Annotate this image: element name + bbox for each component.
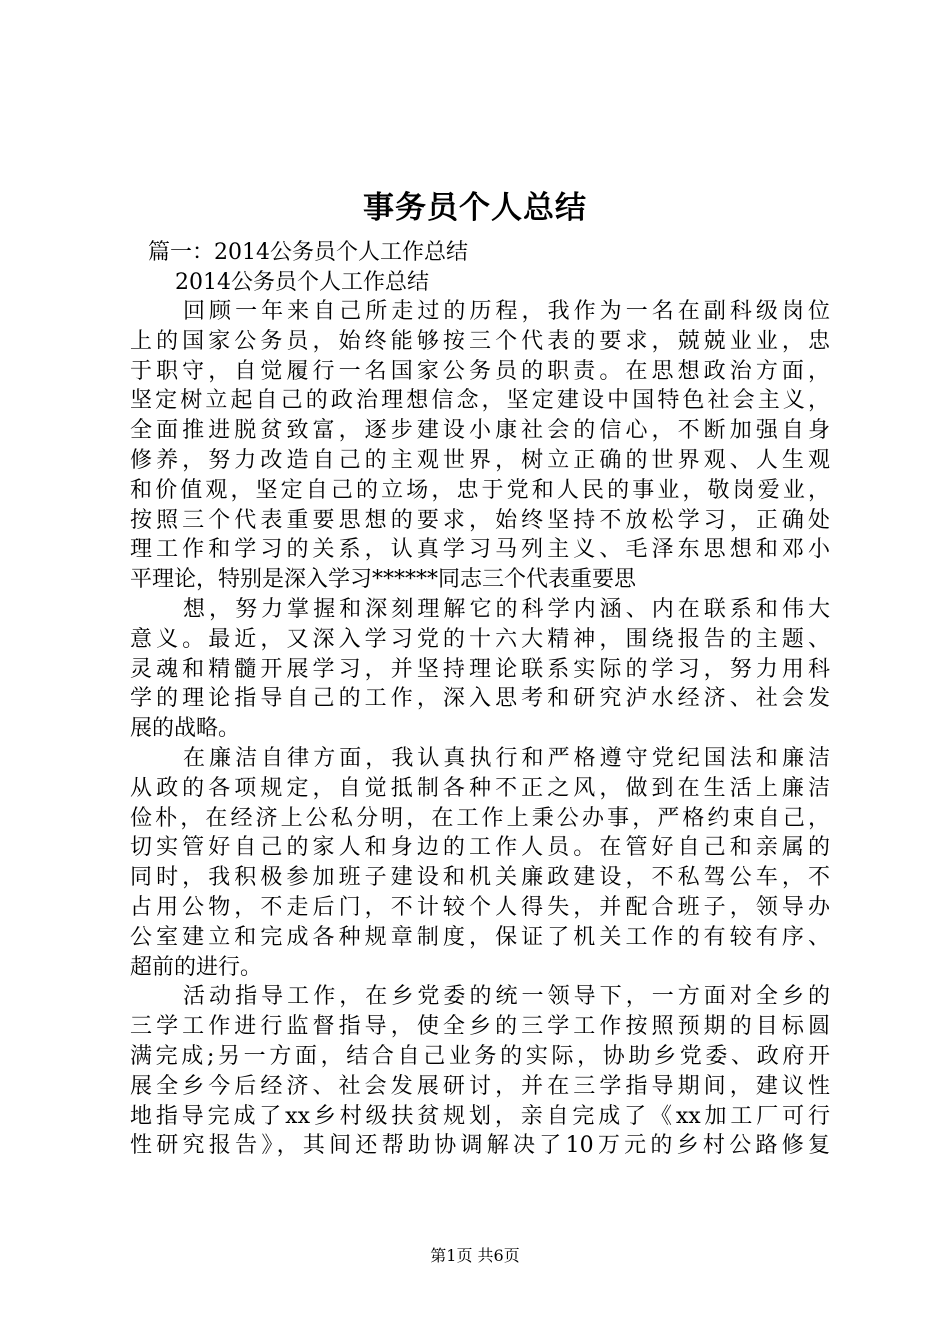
paragraph-line: 回顾一年来自己所走过的历程，我作为一名在副科级岗位 <box>183 299 830 324</box>
paragraph-line: 修养，努力改造自己的主观世界，树立正确的世界观、人生观 <box>130 447 830 473</box>
paragraph-line: 上的国家公务员，始终能够按三个代表的要求，兢兢业业，忠 <box>130 328 830 354</box>
paragraph-line: 全面推进脱贫致富，逐步建设小康社会的信心，不断加强自身 <box>130 418 830 444</box>
paragraph-line: 坚定树立起自己的政治理想信念，坚定建设中国特色社会主义， <box>130 388 830 414</box>
paragraph-line: 从政的各项规定，自觉抵制各种不正之风，做到在生活上廉洁 <box>130 775 830 801</box>
paragraph-line: 满完成;另一方面，结合自己业务的实际，协助乡党委、政府开 <box>130 1043 830 1069</box>
paragraph-line: 同时，我积极参加班子建设和机关廉政建设，不私驾公车，不 <box>130 865 830 891</box>
paragraph-line: 占用公物，不走后门，不计较个人得失，并配合班子，领导办 <box>130 894 830 920</box>
paragraph-line: 和价值观，坚定自己的立场，忠于党和人民的事业，敬岗爱业， <box>130 477 830 503</box>
paragraph-line: 展全乡今后经济、社会发展研讨，并在三学指导期间，建议性 <box>130 1073 830 1099</box>
paragraph-line: 按照三个代表重要思想的要求，始终坚持不放松学习，正确处 <box>130 507 830 533</box>
paragraph-line: 灵魂和精髓开展学习，并坚持理论联系实际的学习，努力用科 <box>130 656 830 682</box>
paragraph-line: 在廉洁自律方面，我认真执行和严格遵守党纪国法和廉洁 <box>183 745 830 771</box>
section-subheading: 2014公务员个人工作总结 <box>175 270 429 295</box>
section-heading: 篇一：2014公务员个人工作总结 <box>148 240 468 265</box>
paragraph-line: 公室建立和完成各种规章制度，保证了机关工作的有较有序、 <box>130 924 830 950</box>
paragraph-line: 俭朴，在经济上公私分明，在工作上秉公办事，严格约束自己， <box>130 805 830 831</box>
page-footer: 第1页 共6页 <box>430 1246 520 1265</box>
document-body <box>130 297 830 1161</box>
paragraph-line: 活动指导工作，在乡党委的统一领导下，一方面对全乡的 <box>183 984 830 1010</box>
paragraph-line: 意义。最近，又深入学习党的十六大精神，围绕报告的主题、 <box>130 626 830 652</box>
paragraph-line: 于职守，自觉履行一名国家公务员的职责。在思想政治方面， <box>130 358 830 384</box>
paragraph-line: 平理论，特别是深入学习******同志三个代表重要思 <box>130 567 637 593</box>
paragraph-line: 展的战略。 <box>130 716 241 742</box>
paragraph-line: 切实管好自己的家人和身边的工作人员。在管好自己和亲属的 <box>130 835 830 861</box>
document-title: 事务员个人总结 <box>363 190 587 226</box>
paragraph-line: 理工作和学习的关系，认真学习马列主义、毛泽东思想和邓小 <box>130 537 830 563</box>
paragraph-line: 超前的进行。 <box>130 954 263 980</box>
paragraph-line: 想，努力掌握和深刻理解它的科学内涵、内在联系和伟大 <box>183 596 830 622</box>
paragraph-line: 学的理论指导自己的工作，深入思考和研究泸水经济、社会发 <box>130 686 830 712</box>
paragraph-line: 三学工作进行监督指导，使全乡的三学工作按照预期的目标圆 <box>130 1014 830 1040</box>
paragraph-line: 地指导完成了xx乡村级扶贫规划，亲自完成了《xx加工厂可行 <box>130 1103 830 1129</box>
paragraph-line: 性研究报告》，其间还帮助协调解决了10万元的乡村公路修复 <box>130 1133 830 1159</box>
